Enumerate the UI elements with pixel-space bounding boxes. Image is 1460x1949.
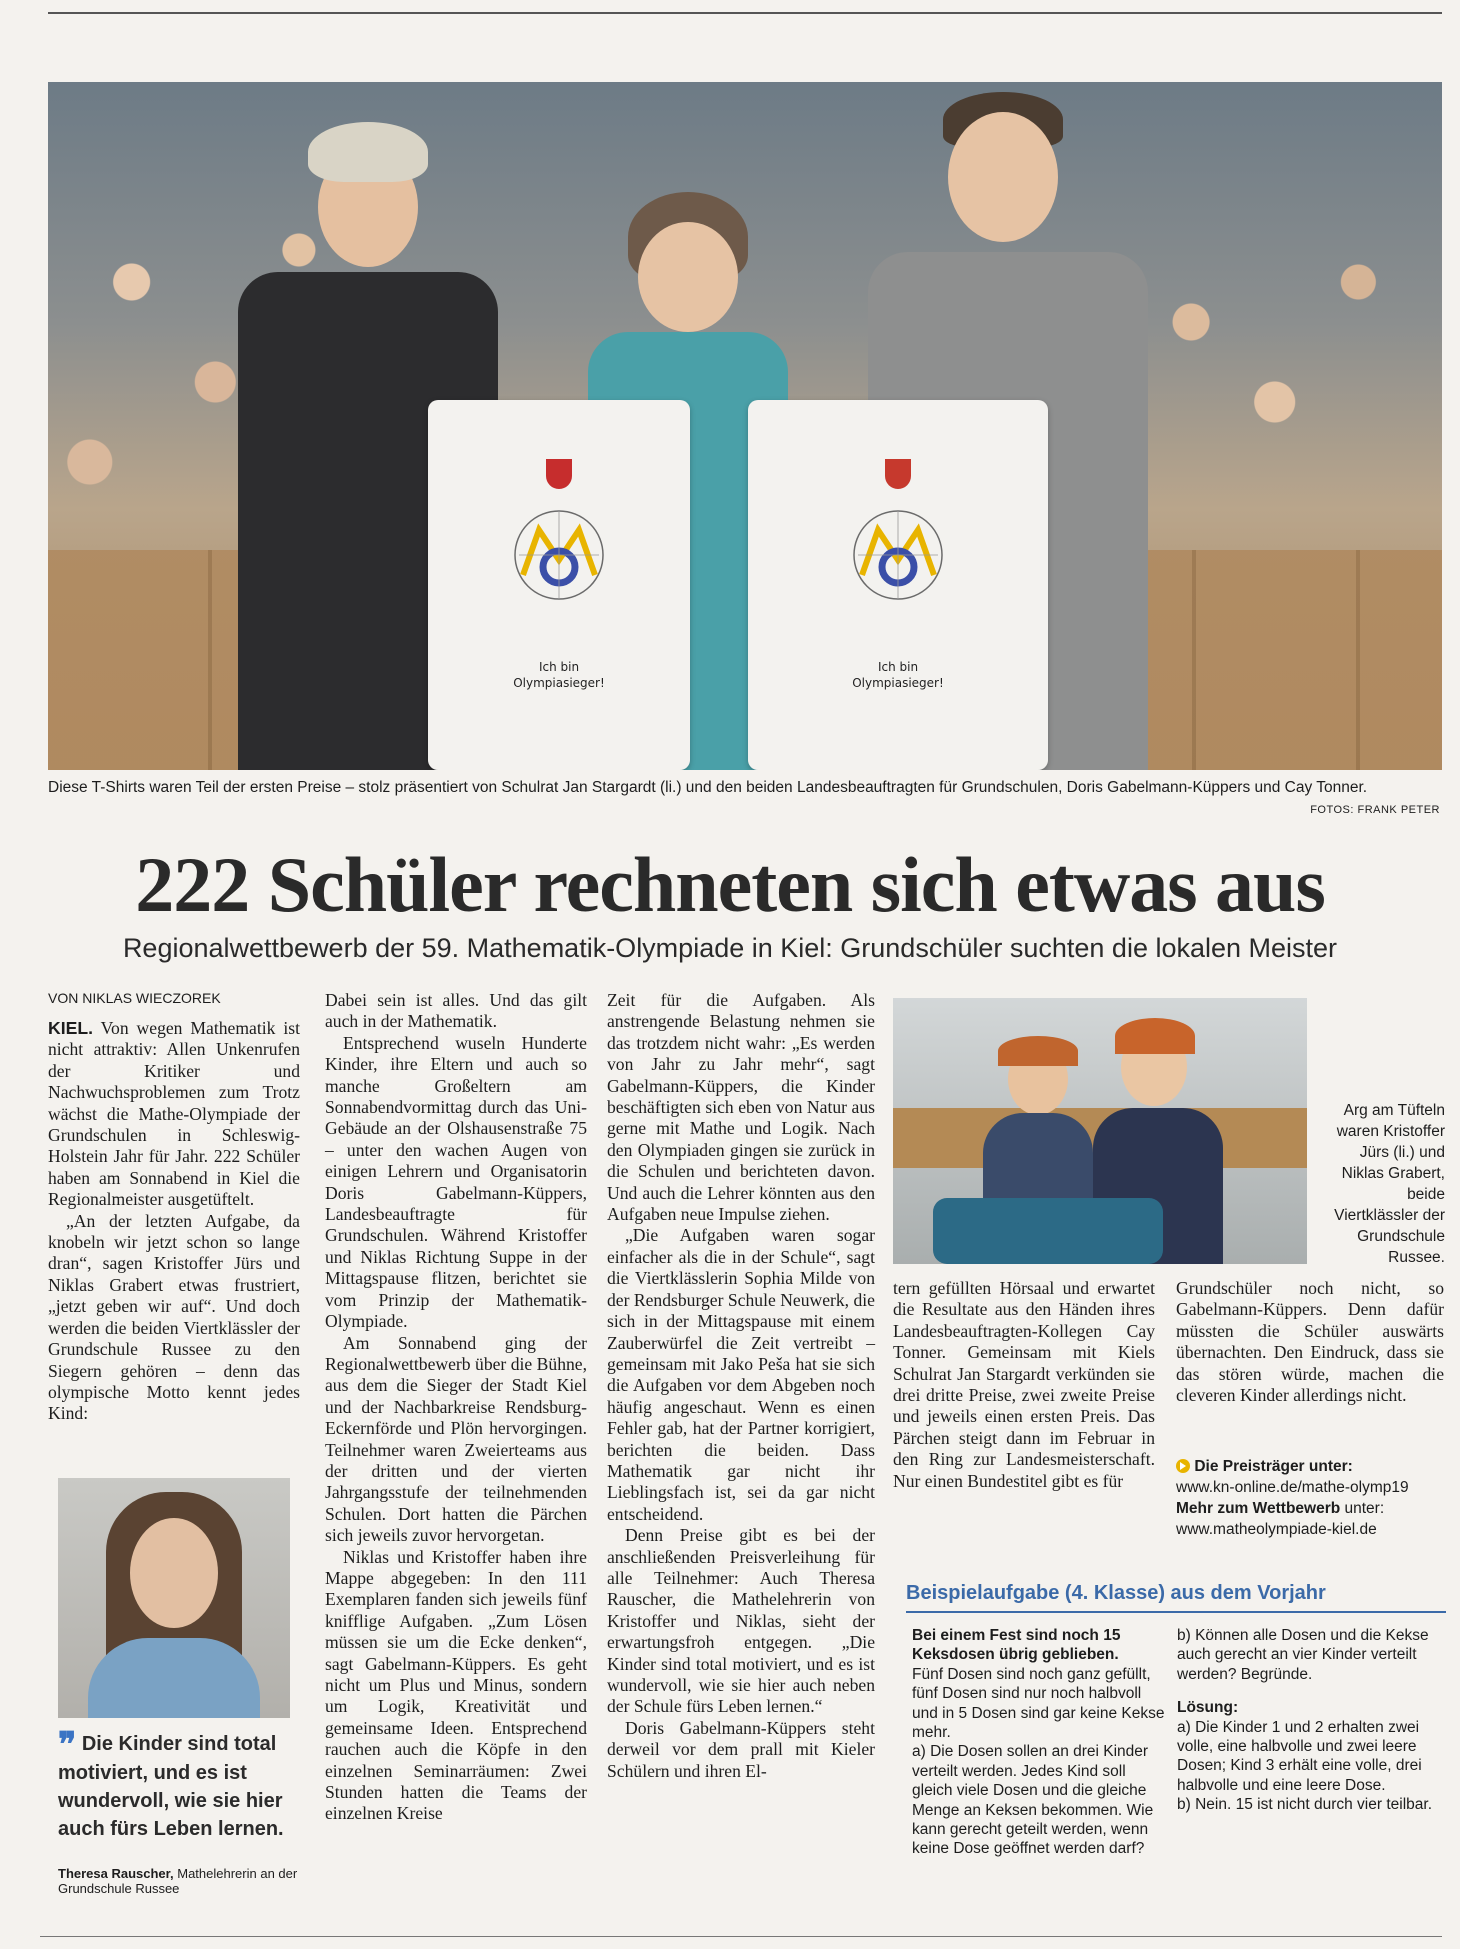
- pull-quote: ❞ Die Kinder sind total motiviert, und es ist wundervoll, wie sie hier auch fürs Leben lernen.: [58, 1726, 284, 1840]
- mathe-olympiade-logo-icon: [848, 505, 948, 605]
- link-wettbewerb[interactable]: www.matheolympiade-kiel.de: [1176, 1521, 1377, 1538]
- article-paragraph: Zeit für die Aufgaben. Als anstrengende Belastung nehmen sie das trotzdem nicht wahr: „Es werden von Jahr zu Jahr mehr“, sagt Gabelmann-Küppers, die Kinder beschäftigten sich eben von Natur aus gerne mit Mathe und Logik. Nach den Olympiaden gingen sie zurück in die Schulen und berichteten davon. Und auch die Lehrer könnten aus den Aufgaben neue Impulse ziehen.: [607, 990, 875, 1225]
- article-paragraph: Doris Gabelmann-Küppers steht derweil vor dem prall mit Kieler Schülern und ihren El-: [607, 1717, 875, 1781]
- article-column-5: [1176, 1278, 1444, 1406]
- example-task-title: Beispielaufgabe (4. Klasse) aus dem Vorjahr: [906, 1582, 1446, 1613]
- link-preistraeger[interactable]: www.kn-online.de/mathe-olymp19: [1176, 1479, 1409, 1496]
- tshirt-right: [748, 400, 1048, 770]
- article-column-2: [325, 990, 587, 1825]
- byline: VON NIKLAS WIECZOREK: [48, 990, 221, 1006]
- article-paragraph: „An der letzten Aufgabe, da knobeln wir jetzt schon so lange dran“, sagen Kristoffer Jürs und Niklas Grabert etwas frustriert, „jetzt geben wir auf“. Und doch werden die beiden Viertklässler der Grundschule Russee zu den Siegern gehören – denn das olympische Motto kennt jedes Kind:: [48, 1210, 300, 1424]
- article-column-1: [48, 1018, 300, 1425]
- example-task-box: [894, 1582, 1446, 1915]
- article-paragraph: Grundschüler noch nicht, so Gabelmann-Küppers. Denn dafür müssten die Schüler auswärts übernachten. Den Eindruck, dass sie das stören würde, machen die cleveren Kinder allerdings nicht.: [1176, 1278, 1444, 1406]
- arrow-icon: [1176, 1459, 1190, 1473]
- article-paragraph: tern gefüllten Hörsaal und erwartet die Resultate aus den Händen ihres Landesbeauftragten-Kollegen Cay Tonner. Gemeinsam mit Kiels Schulrat Jan Stargardt verkünden sie drei dritte Preise, zwei zweite Preise und jeweils einen ersten Preis. Das Pärchen steigt dann im Februar in den Ring zur Landesmeisterschaft. Nur einen Bundestitel gibt es für: [893, 1278, 1155, 1491]
- example-task-question: Bei einem Fest sind noch 15 Keksdosen übrig geblieben. Fünf Dosen sind noch ganz gefüllt, fünf Dosen sind nur noch halbvoll und in 5 Dosen sind gar keine Kekse mehr. a) Die Dosen sollen an drei Kinder verteilt werden. Jedes Kind soll gleich viele Dosen und die gleiche Menge an Keksen bekommen. Wie kann gerecht geteilt werden, wenn keine Dose geöffnet werden darf?: [912, 1627, 1165, 1858]
- quote-mark-icon: ❞: [58, 1726, 77, 1764]
- tshirt-slogan: Ich bin Olympiasieger!: [513, 660, 605, 690]
- tshirt-left: [428, 400, 690, 770]
- crest-icon: [546, 459, 572, 489]
- teacher-portrait: [58, 1478, 290, 1718]
- article-paragraph: „Die Aufgaben waren sogar einfacher als die in der Schule“, sagt die Viertklässlerin Sophia Milde von der Rendsburger Schule Neuwerk, die sich in der Mittagspause mit einem Zauberwürfel die Zeit vertreibt – gemeinsam mit Jako Peša hat sie sich die Aufgaben vor dem Abgeben noch häufig angeschaut. Wenn es einen Fehler gab, hat der Partner korrigiert, berichten die beiden. Dass Mathematik gar nicht ihr Lieblingsfach ist, sei da gar nicht entscheidend.: [607, 1225, 875, 1524]
- students-photo-caption: Arg am Tüfteln waren Kristoffer Jürs (li.) und Niklas Grabert, beide Viertklässler der Grundschule Russee.: [1334, 1102, 1445, 1266]
- main-photo: [48, 82, 1442, 770]
- example-task-answer: b) Können alle Dosen und die Kekse auch gerecht an vier Kinder verteilt werden? Begründe. Lösung: a) Die Kinder 1 und 2 erhalten zwei volle, eine halbvolle und zwei leere Dosen; Kind 3 erhält eine volle, drei halbvolle und eine leere Dose. b) Nein. 15 ist nicht durch vier teilbar.: [1177, 1627, 1433, 1814]
- article-column-4: [893, 1278, 1155, 1492]
- article-paragraph: Dabei sein ist alles. Und das gilt auch in der Mathematik.: [325, 990, 587, 1032]
- subheadline: Regionalwettbewerb der 59. Mathematik-Olympiade in Kiel: Grundschüler suchten die lokalen Meister: [122, 933, 1338, 963]
- article-column-3: [607, 990, 875, 1782]
- students-photo: [893, 998, 1307, 1264]
- mathe-olympiade-logo-icon: [509, 505, 609, 605]
- web-links: Die Preisträger unter: www.kn-online.de/mathe-olymp19 Mehr zum Wettbewerb unter: www.matheolympiade-kiel.de: [1176, 1456, 1446, 1540]
- article-paragraph: Entsprechend wuseln Hunderte Kinder, ihre Eltern und auch so manche Großeltern am Sonnabendvormittag durch das Uni-Gebäude an der Olshausenstraße 75 – unter den wachen Augen von einigen Lehrern und Organisatorin Doris Gabelmann-Küppers, Landesbeauftragte für Grundschulen. Während Kristoffer und Niklas Richtung Suppe in der Mittagspause flitzen, berichtet sie vom Prinzip der Mathematik-Olympiade.: [325, 1032, 587, 1332]
- article-paragraph: KIEL. Von wegen Mathematik ist nicht attraktiv: Allen Unkenrufen der Kritiker und Nachwuchsproblemen zum Trotz wächst die Mathe-Olympiade der Grundschulen in Schleswig-Holstein Jahr für Jahr. 222 Schüler haben am Sonnabend in Kiel die Regionalmeister ausgetüftelt.: [48, 1018, 300, 1210]
- main-photo-caption: Diese T-Shirts waren Teil der ersten Preise – stolz präsentiert von Schulrat Jan Stargardt (li.) und den beiden Landesbeauftragten für Grundschulen, Doris Gabelmann-Küppers und Cay Tonner.: [48, 779, 1368, 796]
- headline: 222 Schüler rechneten sich etwas aus: [135, 841, 1325, 928]
- pull-quote-source: Theresa Rauscher, Mathelehrerin an der Grundschule Russee: [58, 1866, 298, 1896]
- photo-credit: FOTOS: FRANK PETER: [1310, 804, 1440, 816]
- article-paragraph: Niklas und Kristoffer haben ihre Mappe abgegeben: In den 111 Exemplaren fanden sich jeweils fünf knifflige Aufgaben. „Zum Lösen müssen sie um die Ecke denken“, sagt Gabelmann-Küppers. Es geht nicht um Plus und Minus, sondern um Logik, Kreativität und gemeinsame Ideen. Entsprechend rauchen auch die Köpfe in den einzelnen Seminarräumen: Zwei Stunden hatten die Teams der einzelnen Kreise: [325, 1546, 587, 1824]
- dateline: KIEL.: [48, 1018, 93, 1038]
- bottom-rule: [40, 1936, 1442, 1937]
- tshirt-slogan: Ich bin Olympiasieger!: [852, 660, 944, 690]
- top-rule: [48, 12, 1442, 14]
- crest-icon: [885, 459, 911, 489]
- article-paragraph: Am Sonnabend ging der Regionalwettbewerb über die Bühne, aus dem die Sieger der Stadt Kiel und der Nachbarkreise Rendsburg-Eckernförde und Plön hervorgingen. Teilnehmer waren Zweierteams aus der dritten und der vierten Jahrgangsstufe der teilnehmenden Schulen. Dort hatten die Pärchen sich jeweils zuvor hervorgetan.: [325, 1332, 587, 1546]
- article-paragraph: Denn Preise gibt es bei der anschließenden Preisverleihung für alle Teilnehmer: Auch Theresa Rauscher, die Mathelehrerin von Kristoffer und Niklas, sieht der erwartungsfroh entgegen. „Die Kinder sind total motiviert, und es ist wundervoll, wie sie hier auch neben der Schule fürs Leben lernen.“: [607, 1525, 875, 1717]
